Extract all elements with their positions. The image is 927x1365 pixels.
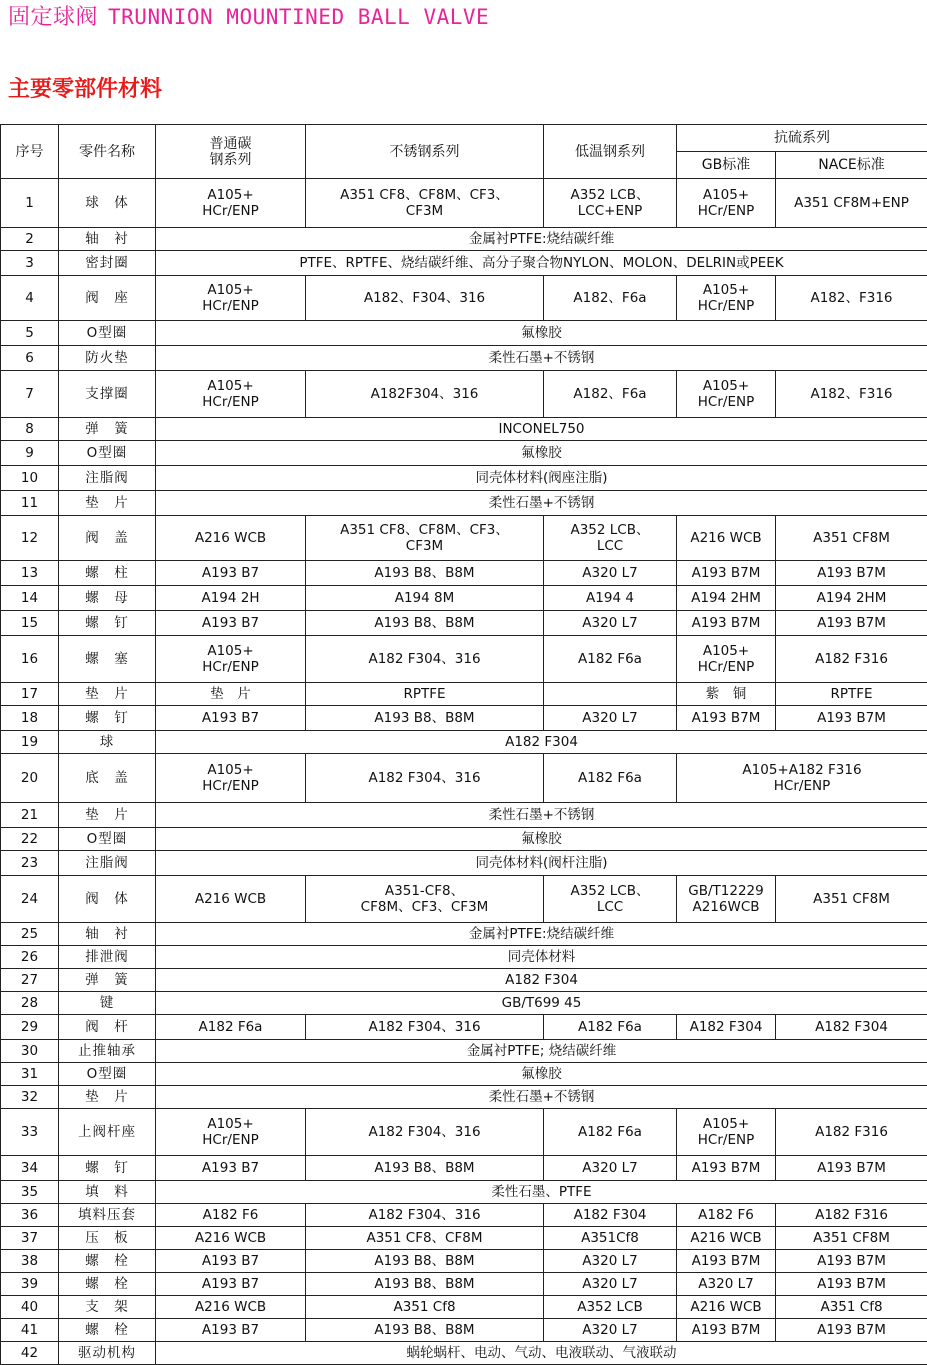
cell-nace: A351 CF8M [776, 1227, 927, 1250]
table-row [1, 803, 927, 828]
table-row [1, 636, 927, 683]
cell-nace: A193 B7M [776, 1319, 927, 1342]
cell-part: 垫 片 [59, 803, 156, 828]
cell-carbon: A216 WCB [156, 876, 306, 923]
cell-no: 31 [1, 1063, 59, 1086]
cell-carbon: A193 B7 [156, 1156, 306, 1181]
cell-part: 球 [59, 731, 156, 754]
cell-part: O型圈 [59, 321, 156, 346]
cell-material-all: 柔性石墨+不锈钢 [156, 491, 927, 516]
cell-carbon: 垫 片 [156, 683, 306, 706]
table-row [1, 586, 927, 611]
cell-part: O型圈 [59, 1063, 156, 1086]
cell-nace: A193 B7M [776, 1250, 927, 1273]
cell-gb: A105+ HCr/ENP [677, 179, 776, 228]
cell-no: 25 [1, 923, 59, 946]
cell-material-all: 金属衬PTFE:烧结碳纤维 [156, 228, 927, 251]
cell-nace: A351 CF8M+ENP [776, 179, 927, 228]
cell-nace: A193 B7M [776, 611, 927, 636]
cell-gb: A216 WCB [677, 1227, 776, 1250]
cell-gb: A320 L7 [677, 1273, 776, 1296]
cell-material-all: 金属衬PTFE:烧结碳纤维 [156, 923, 927, 946]
cell-lowtemp: A320 L7 [544, 1250, 677, 1273]
cell-carbon: A216 WCB [156, 516, 306, 561]
cell-carbon: A216 WCB [156, 1227, 306, 1250]
cell-no: 9 [1, 441, 59, 466]
cell-material-all: 柔性石墨+不锈钢 [156, 346, 927, 371]
cell-stainless: A182 F304、316 [306, 636, 544, 683]
cell-stainless: A351 CF8、CF8M [306, 1227, 544, 1250]
cell-part: 弹 簧 [59, 418, 156, 441]
cell-material-all: 蜗轮蜗杆、电动、气动、电液联动、气液联动 [156, 1342, 927, 1365]
cell-no: 34 [1, 1156, 59, 1181]
cell-nace: A193 B7M [776, 1156, 927, 1181]
cell-stainless: A182 F304、316 [306, 1109, 544, 1156]
cell-carbon: A193 B7 [156, 1273, 306, 1296]
cell-carbon: A182 F6a [156, 1015, 306, 1040]
cell-lowtemp: A182、F6a [544, 276, 677, 321]
cell-lowtemp: A194 4 [544, 586, 677, 611]
table-row [1, 683, 927, 706]
cell-lowtemp: A320 L7 [544, 706, 677, 731]
cell-gb: A193 B7M [677, 1319, 776, 1342]
table-row [1, 346, 927, 371]
cell-nace: A182 F316 [776, 1204, 927, 1227]
cell-part: 球 体 [59, 179, 156, 228]
cell-gb: A105+ HCr/ENP [677, 636, 776, 683]
table-row [1, 1296, 927, 1319]
table-row [1, 992, 927, 1015]
cell-carbon: A193 B7 [156, 1319, 306, 1342]
table-row [1, 1342, 927, 1365]
cell-nace: A351 CF8M [776, 516, 927, 561]
cell-no: 13 [1, 561, 59, 586]
header-sour: 抗硫系列 [677, 125, 927, 152]
table-row [1, 491, 927, 516]
table-row [1, 851, 927, 876]
cell-nace: A193 B7M [776, 561, 927, 586]
cell-no: 24 [1, 876, 59, 923]
cell-material-all: INCONEL750 [156, 418, 927, 441]
cell-gb: A182 F304 [677, 1015, 776, 1040]
cell-part: 轴 衬 [59, 923, 156, 946]
cell-part: 螺 钉 [59, 1156, 156, 1181]
cell-no: 2 [1, 228, 59, 251]
header-nace: NACE标准 [776, 152, 927, 179]
header-gb: GB标准 [677, 152, 776, 179]
cell-no: 36 [1, 1204, 59, 1227]
cell-stainless: A182 F304、316 [306, 1204, 544, 1227]
cell-nace: A182 F316 [776, 636, 927, 683]
table-row [1, 706, 927, 731]
table-row [1, 946, 927, 969]
cell-nace: A351 Cf8 [776, 1296, 927, 1319]
cell-part: 底 盖 [59, 754, 156, 803]
cell-no: 21 [1, 803, 59, 828]
cell-gb: A105+ HCr/ENP [677, 1109, 776, 1156]
table-row [1, 418, 927, 441]
cell-nace: A193 B7M [776, 706, 927, 731]
cell-part: O型圈 [59, 441, 156, 466]
table-row [1, 1227, 927, 1250]
cell-gb: A194 2HM [677, 586, 776, 611]
cell-lowtemp: A320 L7 [544, 1156, 677, 1181]
cell-part: 螺 栓 [59, 1273, 156, 1296]
cell-no: 3 [1, 251, 59, 276]
cell-no: 28 [1, 992, 59, 1015]
table-row [1, 1319, 927, 1342]
cell-gb: A105+ HCr/ENP [677, 276, 776, 321]
cell-part: 压 板 [59, 1227, 156, 1250]
cell-carbon: A182 F6 [156, 1204, 306, 1227]
table-row [1, 611, 927, 636]
header-part: 零件名称 [59, 125, 156, 179]
table-row [1, 1040, 927, 1063]
cell-nace: A182、F316 [776, 276, 927, 321]
cell-gb: A193 B7M [677, 561, 776, 586]
cell-lowtemp: A182 F6a [544, 636, 677, 683]
cell-stainless: A351 Cf8 [306, 1296, 544, 1319]
cell-part: 轴 衬 [59, 228, 156, 251]
cell-part: 阀 体 [59, 876, 156, 923]
table-row [1, 1156, 927, 1181]
cell-material-all: 柔性石墨+不锈钢 [156, 1086, 927, 1109]
cell-part: 止推轴承 [59, 1040, 156, 1063]
cell-no: 11 [1, 491, 59, 516]
cell-nace: RPTFE [776, 683, 927, 706]
table-row [1, 371, 927, 418]
cell-part: 螺 母 [59, 586, 156, 611]
cell-gb: A193 B7M [677, 706, 776, 731]
cell-part: O型圈 [59, 828, 156, 851]
table-row [1, 1250, 927, 1273]
cell-no: 32 [1, 1086, 59, 1109]
cell-stainless: RPTFE [306, 683, 544, 706]
cell-material-all: 同壳体材料(阀杆注脂) [156, 851, 927, 876]
header-stainless: 不锈钢系列 [306, 125, 544, 179]
cell-stainless: A351-CF8、 CF8M、CF3、CF3M [306, 876, 544, 923]
table-row [1, 561, 927, 586]
cell-no: 35 [1, 1181, 59, 1204]
cell-stainless: A194 8M [306, 586, 544, 611]
cell-no: 8 [1, 418, 59, 441]
cell-no: 5 [1, 321, 59, 346]
cell-stainless: A193 B8、B8M [306, 561, 544, 586]
header-carbon: 普通碳 钢系列 [156, 125, 306, 179]
cell-carbon: A105+ HCr/ENP [156, 754, 306, 803]
cell-stainless: A193 B8、B8M [306, 1156, 544, 1181]
cell-carbon: A216 WCB [156, 1296, 306, 1319]
cell-lowtemp: A182 F6a [544, 1109, 677, 1156]
cell-carbon: A193 B7 [156, 611, 306, 636]
cell-material-all: 同壳体材料 [156, 946, 927, 969]
table-row [1, 828, 927, 851]
cell-stainless: A182 F304、316 [306, 1015, 544, 1040]
cell-part: 螺 栓 [59, 1319, 156, 1342]
cell-part: 防火垫 [59, 346, 156, 371]
table-row [1, 1204, 927, 1227]
cell-part: 支 架 [59, 1296, 156, 1319]
cell-material-all: 同壳体材料(阀座注脂) [156, 466, 927, 491]
cell-gb: A182 F6 [677, 1204, 776, 1227]
cell-part: 填料压套 [59, 1204, 156, 1227]
cell-no: 14 [1, 586, 59, 611]
cell-lowtemp: A182 F6a [544, 754, 677, 803]
cell-part: 填 料 [59, 1181, 156, 1204]
cell-part: 键 [59, 992, 156, 1015]
cell-part: 螺 栓 [59, 1250, 156, 1273]
cell-no: 17 [1, 683, 59, 706]
cell-no: 39 [1, 1273, 59, 1296]
cell-part: 阀 杆 [59, 1015, 156, 1040]
cell-stainless: A193 B8、B8M [306, 1319, 544, 1342]
cell-no: 12 [1, 516, 59, 561]
cell-stainless: A193 B8、B8M [306, 1250, 544, 1273]
cell-lowtemp: A352 LCB、 LCC+ENP [544, 179, 677, 228]
cell-nace: A182 F316 [776, 1109, 927, 1156]
table-row [1, 276, 927, 321]
table-row [1, 251, 927, 276]
cell-material-all: 金属衬PTFE; 烧结碳纤维 [156, 1040, 927, 1063]
cell-carbon: A105+ HCr/ENP [156, 371, 306, 418]
cell-lowtemp: A182、F6a [544, 371, 677, 418]
cell-no: 26 [1, 946, 59, 969]
cell-gb: GB/T12229 A216WCB [677, 876, 776, 923]
table-row [1, 731, 927, 754]
cell-part: 排泄阀 [59, 946, 156, 969]
table-row [1, 876, 927, 923]
table-row [1, 466, 927, 491]
cell-stainless: A182F304、316 [306, 371, 544, 418]
cell-no: 37 [1, 1227, 59, 1250]
cell-carbon: A105+ HCr/ENP [156, 1109, 306, 1156]
cell-part: 螺 柱 [59, 561, 156, 586]
cell-no: 38 [1, 1250, 59, 1273]
cell-no: 30 [1, 1040, 59, 1063]
page-title [8, 0, 489, 31]
cell-material-all: A182 F304 [156, 969, 927, 992]
title-en: TRUNNION MOUNTINED BALL VALVE [108, 5, 489, 29]
cell-no: 22 [1, 828, 59, 851]
header-row [1, 125, 927, 152]
table-row [1, 1063, 927, 1086]
cell-no: 20 [1, 754, 59, 803]
cell-nace: A194 2HM [776, 586, 927, 611]
cell-nace: A351 CF8M [776, 876, 927, 923]
table-row [1, 754, 927, 803]
cell-no: 33 [1, 1109, 59, 1156]
cell-no: 7 [1, 371, 59, 418]
cell-lowtemp: A352 LCB、 LCC [544, 876, 677, 923]
cell-no: 42 [1, 1342, 59, 1365]
cell-part: 螺 塞 [59, 636, 156, 683]
cell-no: 41 [1, 1319, 59, 1342]
table-row [1, 441, 927, 466]
cell-part: 垫 片 [59, 1086, 156, 1109]
table-row [1, 969, 927, 992]
cell-sour: A105+A182 F316 HCr/ENP [677, 754, 927, 803]
table-row [1, 1086, 927, 1109]
cell-material-all: A182 F304 [156, 731, 927, 754]
cell-lowtemp: A352 LCB、 LCC [544, 516, 677, 561]
cell-material-all: 柔性石墨+不锈钢 [156, 803, 927, 828]
cell-no: 19 [1, 731, 59, 754]
cell-stainless: A182 F304、316 [306, 754, 544, 803]
cell-part: 阀 座 [59, 276, 156, 321]
cell-no: 23 [1, 851, 59, 876]
cell-carbon: A193 B7 [156, 561, 306, 586]
cell-material-all: 氟橡胶 [156, 828, 927, 851]
cell-lowtemp: A182 F304 [544, 1204, 677, 1227]
cell-part: 支撑圈 [59, 371, 156, 418]
cell-part: 阀 盖 [59, 516, 156, 561]
cell-nace: A182、F316 [776, 371, 927, 418]
cell-lowtemp: A351Cf8 [544, 1227, 677, 1250]
cell-part: 注脂阀 [59, 851, 156, 876]
cell-lowtemp: A320 L7 [544, 611, 677, 636]
cell-stainless: A351 CF8、CF8M、CF3、 CF3M [306, 179, 544, 228]
cell-carbon: A193 B7 [156, 1250, 306, 1273]
cell-no: 16 [1, 636, 59, 683]
cell-material-all: 氟橡胶 [156, 321, 927, 346]
cell-lowtemp: A352 LCB [544, 1296, 677, 1319]
cell-carbon: A105+ HCr/ENP [156, 179, 306, 228]
cell-stainless: A193 B8、B8M [306, 611, 544, 636]
cell-gb: A193 B7M [677, 1156, 776, 1181]
table-row [1, 1015, 927, 1040]
cell-lowtemp [544, 683, 677, 706]
table-row [1, 516, 927, 561]
cell-carbon: A193 B7 [156, 706, 306, 731]
cell-stainless: A351 CF8、CF8M、CF3、 CF3M [306, 516, 544, 561]
cell-gb: A216 WCB [677, 1296, 776, 1319]
table-row [1, 321, 927, 346]
title-cn: 固定球阀 [8, 5, 98, 30]
cell-material-all: 氟橡胶 [156, 1063, 927, 1086]
cell-nace: A193 B7M [776, 1273, 927, 1296]
cell-stainless: A193 B8、B8M [306, 706, 544, 731]
materials-table [0, 124, 927, 1365]
cell-gb: A105+ HCr/ENP [677, 371, 776, 418]
cell-no: 27 [1, 969, 59, 992]
cell-nace: A182 F304 [776, 1015, 927, 1040]
cell-stainless: A193 B8、B8M [306, 1273, 544, 1296]
table-row [1, 1109, 927, 1156]
cell-part: 驱动机构 [59, 1342, 156, 1365]
cell-carbon: A194 2H [156, 586, 306, 611]
cell-no: 18 [1, 706, 59, 731]
cell-part: 注脂阀 [59, 466, 156, 491]
cell-material-all: 氟橡胶 [156, 441, 927, 466]
cell-lowtemp: A320 L7 [544, 1273, 677, 1296]
cell-no: 6 [1, 346, 59, 371]
cell-material-all: GB/T699 45 [156, 992, 927, 1015]
cell-carbon: A105+ HCr/ENP [156, 276, 306, 321]
cell-part: 螺 钉 [59, 706, 156, 731]
cell-part: 上阀杆座 [59, 1109, 156, 1156]
section-title: 主要零部件材料 [8, 72, 162, 103]
cell-gb: A193 B7M [677, 611, 776, 636]
cell-part: 垫 片 [59, 683, 156, 706]
cell-no: 40 [1, 1296, 59, 1319]
cell-no: 1 [1, 179, 59, 228]
cell-carbon: A105+ HCr/ENP [156, 636, 306, 683]
table-row [1, 1181, 927, 1204]
cell-part: 密封圈 [59, 251, 156, 276]
cell-part: 弹 簧 [59, 969, 156, 992]
header-lowtemp: 低温钢系列 [544, 125, 677, 179]
table-row [1, 228, 927, 251]
cell-gb: A193 B7M [677, 1250, 776, 1273]
cell-part: 螺 钉 [59, 611, 156, 636]
cell-lowtemp: A320 L7 [544, 1319, 677, 1342]
table-row [1, 1273, 927, 1296]
cell-no: 29 [1, 1015, 59, 1040]
cell-no: 15 [1, 611, 59, 636]
cell-material-all: PTFE、RPTFE、烧结碳纤维、高分子聚合物NYLON、MOLON、DELRIN或PEEK [156, 251, 927, 276]
cell-gb: 紫 铜 [677, 683, 776, 706]
cell-stainless: A182、F304、316 [306, 276, 544, 321]
table-row [1, 179, 927, 228]
cell-no: 4 [1, 276, 59, 321]
cell-lowtemp: A320 L7 [544, 561, 677, 586]
cell-part: 垫 片 [59, 491, 156, 516]
header-no: 序号 [1, 125, 59, 179]
cell-material-all: 柔性石墨、PTFE [156, 1181, 927, 1204]
table-row [1, 923, 927, 946]
cell-gb: A216 WCB [677, 516, 776, 561]
cell-no: 10 [1, 466, 59, 491]
cell-lowtemp: A182 F6a [544, 1015, 677, 1040]
